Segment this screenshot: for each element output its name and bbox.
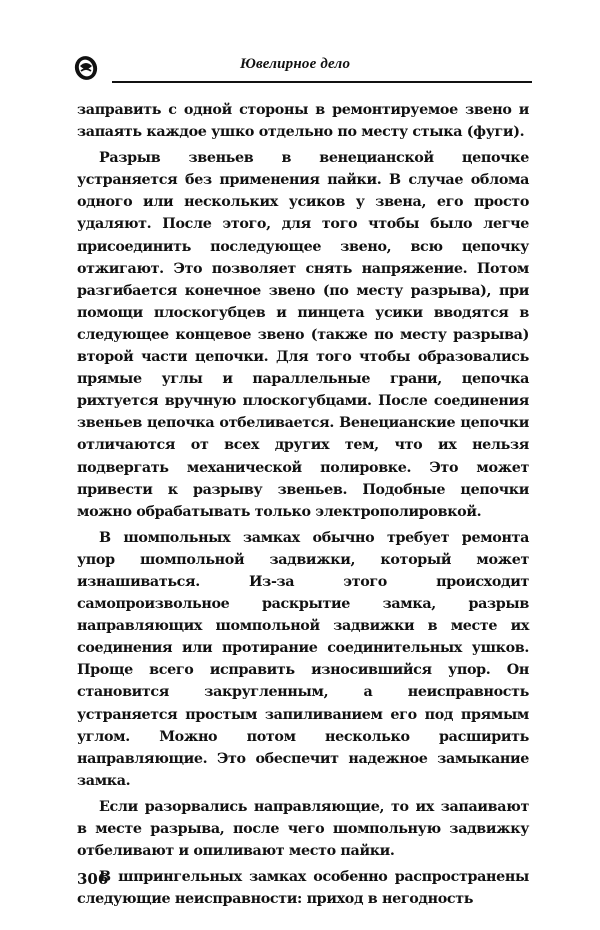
paragraph: заправить с одной стороны в ремонтируемое звено и запаять каждое ушко отдельно по месту стыка (фуги). bbox=[77, 102, 529, 141]
header-rule bbox=[112, 81, 532, 83]
body-text bbox=[77, 99, 529, 914]
paragraph: Разрыв звеньев в венецианской цепочке устраняется без применения пайки. В случае облома одного или нескольких усиков у звена, его просто удаляют. После этого, для того чтобы было легче присоединить последующее звено, всю цепочку отжигают. Это позволяет снять напряжение. Потом разгибается конечное звено (по месту разрыва), при помощи плоскогубцев и пинцета усики вводятся в следующее концевое звено (также по месту разрыва) второй части цепочки. Для того чтобы образовались прямые углы и параллельные грани, цепочка рихтуется вручную плоскогубцами. После соединения звеньев цепочка отбеливается. Венецианские цепочки отличаются от всех других тем, что их нельзя подвергать механической полировке. Это может привести к разрыву звеньев. Подобные цепочки можно обрабатывать только электрополировкой. bbox=[77, 150, 529, 520]
ornament-icon bbox=[72, 54, 100, 82]
paragraph: Если разорвались направляющие, то их запаивают в месте разрыва, после чего шомпольную задвижку отбеливают и опиливают место пайки. bbox=[77, 798, 529, 860]
paragraph: В шомпольных замках обычно требует ремонта упор шомпольной задвижки, который может изнашиваться. Из-за этого происходит самопроизвольное раскрытие замка, разрыв направляющих шомпольной задвижки в месте их соединения или протирание соединительных ушков. Проще всего исправить износившийся упор. Он становится закругленным, а неисправность устраняется простым запиливанием его под прямым углом. Можно потом несколько расширить направляющие. Это обеспечит надежное замыкание замка. bbox=[77, 529, 529, 789]
paragraph: В шпрингельных замках особенно распространены следующие неисправности: приход в негодность bbox=[77, 869, 529, 908]
running-header bbox=[72, 50, 532, 90]
page-header-title: Ювелирное дело bbox=[240, 56, 351, 72]
page-number: 306 bbox=[77, 870, 109, 888]
